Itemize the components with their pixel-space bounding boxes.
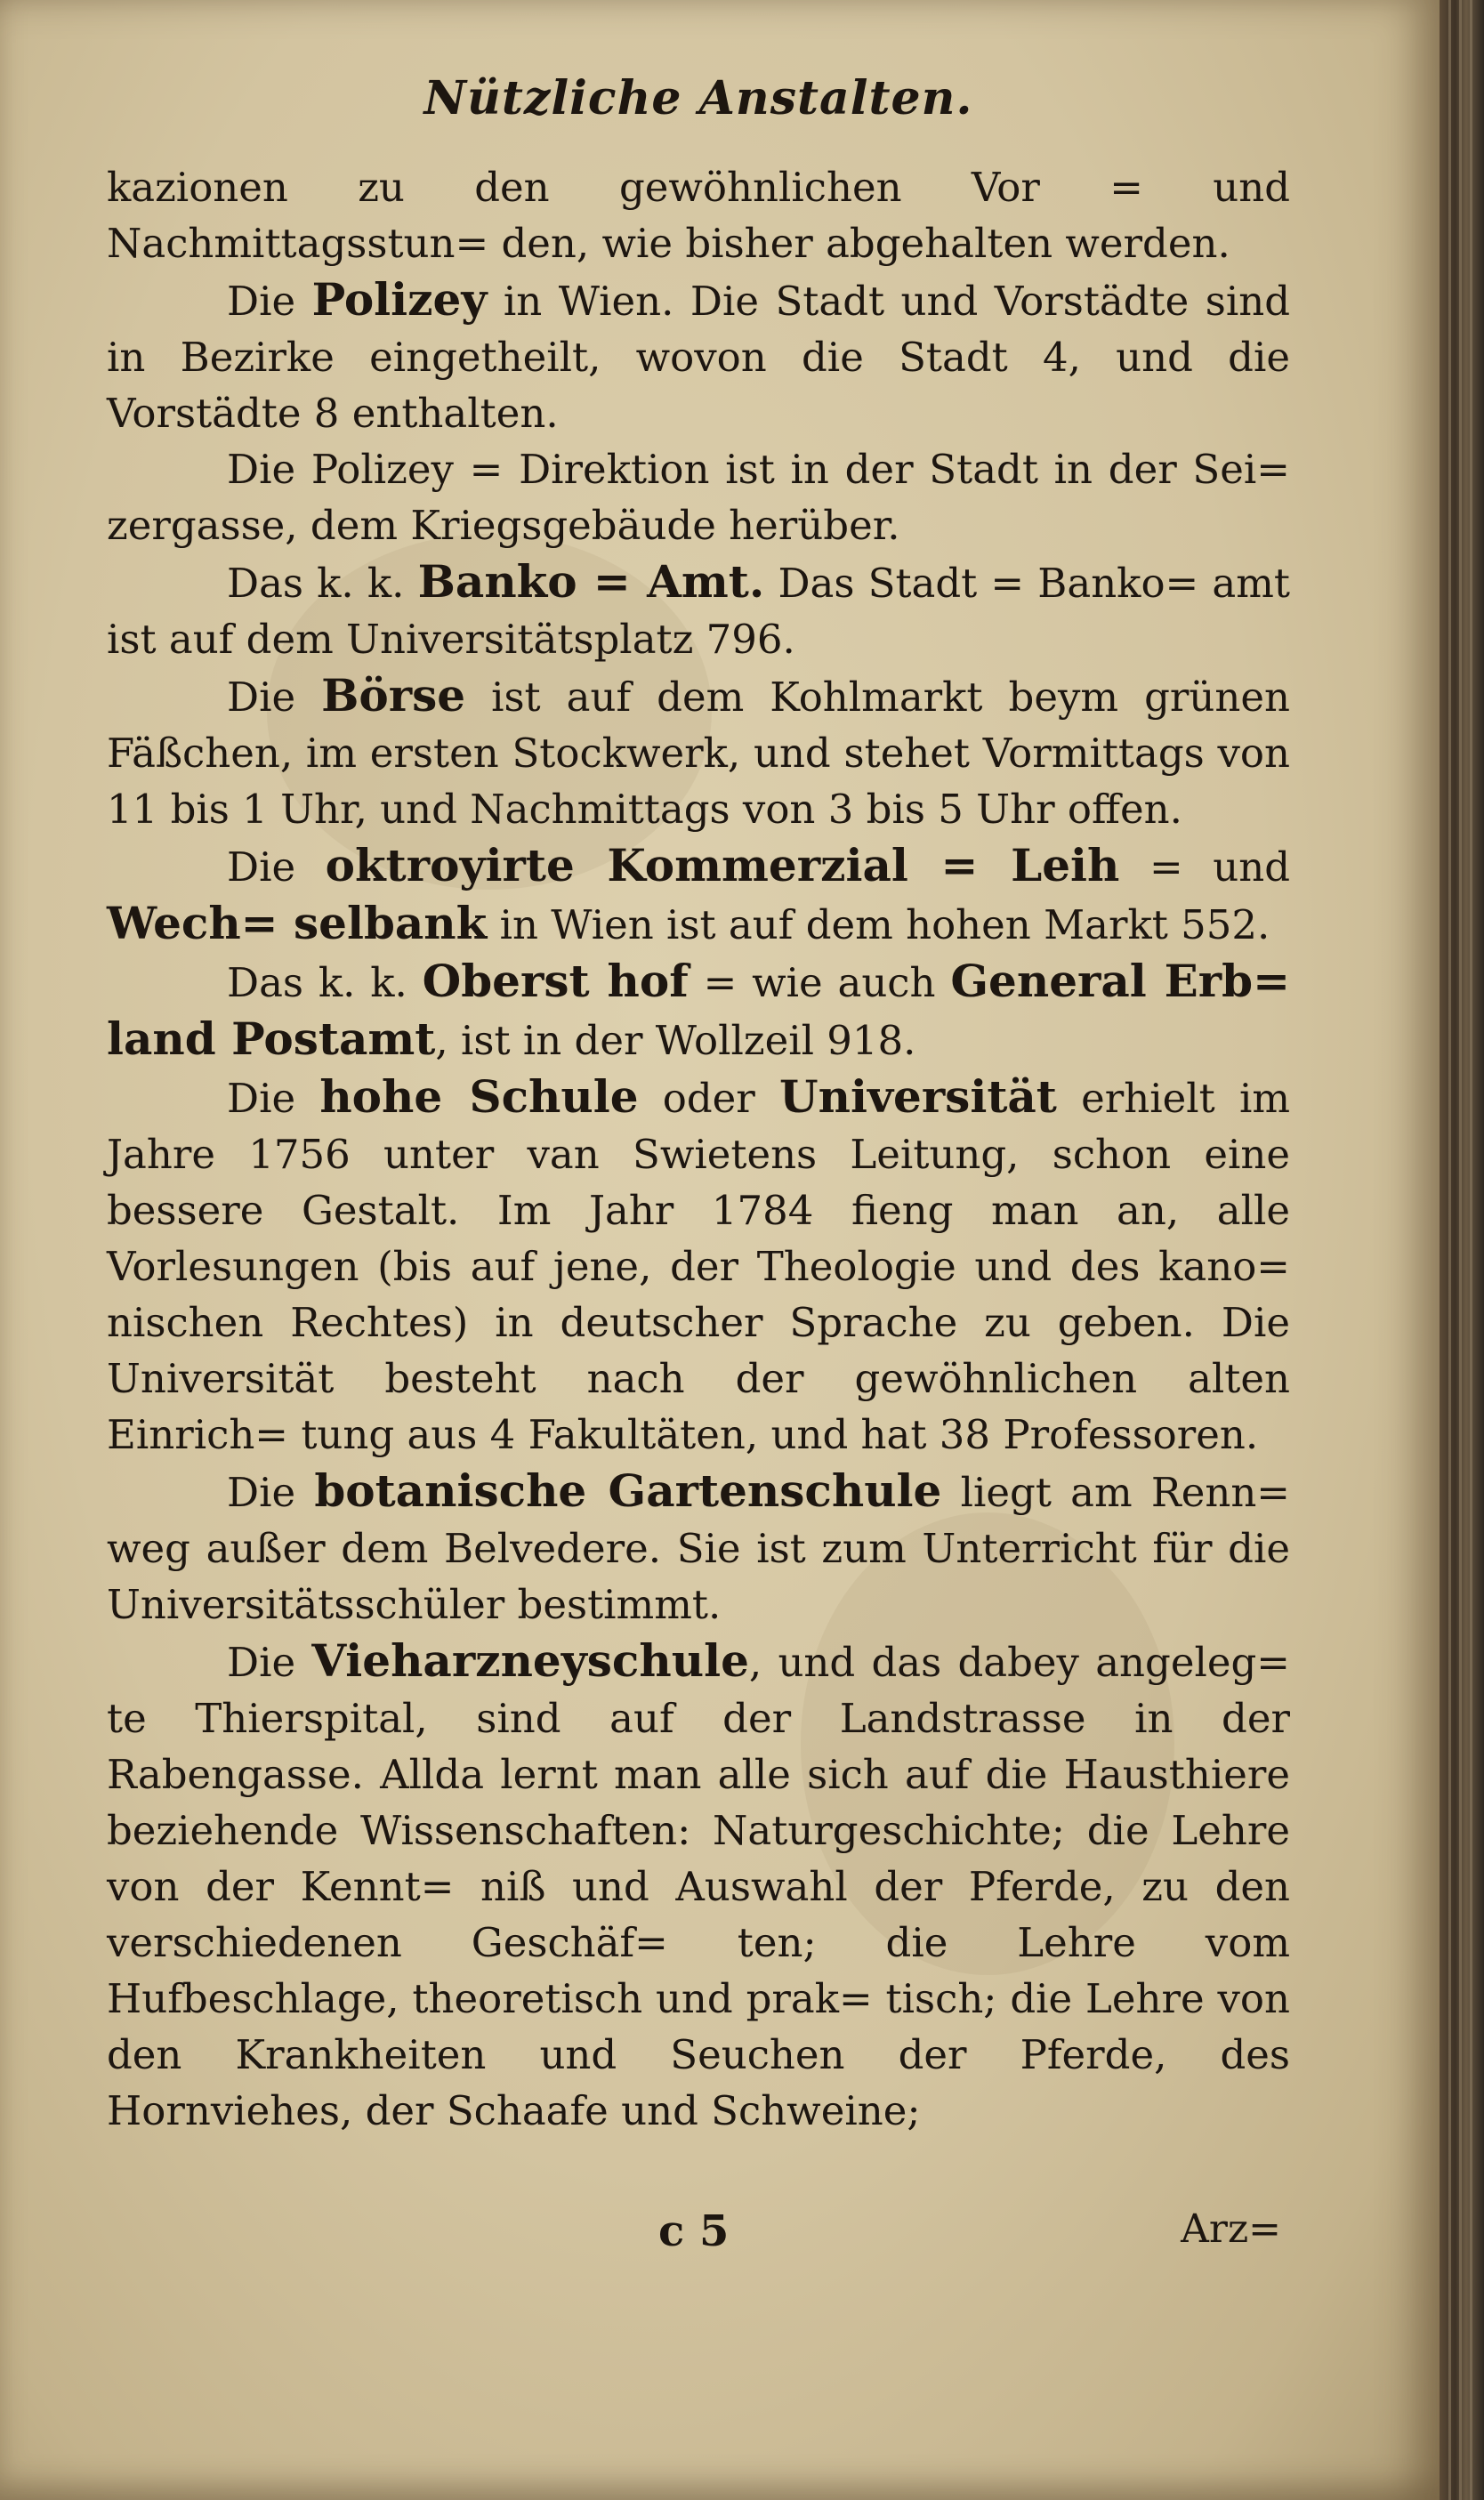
paragraph — [107, 837, 1290, 953]
page-footer — [107, 2206, 1290, 2269]
body-text — [107, 159, 1290, 2139]
text-run: Die — [227, 278, 312, 325]
text-run: Die — [227, 1639, 312, 1686]
paragraph — [107, 1463, 1290, 1633]
text-run: Das k. k. — [227, 959, 423, 1006]
text-run: liegt am Renn= weg außer dem Belvedere. Sie ist zum Unterricht für die Universitätsschüler bestimmt. — [107, 1469, 1291, 1628]
paragraph — [107, 953, 1290, 1069]
text-run: erhielt im Jahre 1756 unter van Swietens Leitung, schon eine bessere Gestalt. Im Jahr 1784 fieng man an, alle Vorlesungen (bis auf jene, der Theologie und des kano= nischen Rechtes) in deutscher Sprache zu geben. Die Universität besteht nach der gewöhnlichen alten Einrich= tung aus 4 Fakultäten, und hat 38 Professoren. — [107, 1075, 1291, 1458]
text-run: in Wien. Die Stadt und Vorstädte sind in Bezirke eingetheilt, wovon die Stadt 4, und die Vorstädte 8 enthalten. — [107, 278, 1291, 437]
text-run: kazionen zu den gewöhnlichen Vor = und Nachmittagsstun= den, wie bisher abgehalten werden. — [107, 164, 1290, 267]
emphasized-term: Wech= selbank — [107, 897, 488, 949]
emphasized-term: Börse — [321, 669, 466, 722]
catchword: Arz= — [1181, 2206, 1281, 2252]
page-content — [107, 71, 1290, 2139]
emphasized-term: General Erb= land Postamt — [107, 955, 1290, 1065]
book-fore-edge — [1440, 0, 1484, 2500]
text-run: ist auf dem Kohlmarkt beym grünen Fäßchen, im ersten Stockwerk, und stehet Vormittags von 11 bis 1 Uhr, und Nachmittags von 3 bis 5 Uhr offen. — [107, 673, 1290, 833]
running-header: Nützliche Anstalten. — [423, 71, 973, 125]
text-run: in Wien ist auf dem hohen Markt 552. — [487, 901, 1270, 948]
text-run: Die — [227, 843, 326, 891]
paragraph — [107, 159, 1290, 271]
emphasized-term: hohe Schule — [319, 1070, 639, 1123]
text-run: Die — [227, 673, 322, 721]
text-run: = und — [1119, 843, 1291, 891]
text-run: oder — [638, 1075, 780, 1122]
paragraph — [107, 1069, 1290, 1463]
emphasized-term: Oberst hof — [422, 955, 689, 1007]
text-run: Die — [227, 1075, 320, 1122]
text-run: Die Polizey = Direktion ist in der Stadt in der Sei= zergasse, dem Kriegsgebäude herüber. — [107, 446, 1290, 549]
emphasized-term: Universität — [779, 1070, 1057, 1123]
emphasized-term: Banko = Amt. — [417, 555, 765, 608]
text-run: Das k. k. — [227, 560, 418, 607]
paragraph — [107, 667, 1290, 837]
page-edge-line — [1448, 0, 1451, 2500]
text-run: = wie auch — [688, 959, 951, 1006]
text-run: Die — [227, 1469, 315, 1516]
emphasized-term: Vieharzneyschule — [311, 1634, 749, 1687]
text-run: , und das dabey angeleg= te Thierspital, sind auf der Landstrasse in der Rabengasse. Allda lernt man alle sich auf die Hausthiere beziehende Wissenschaften: Naturgeschichte; die Lehre von der Kennt= niß und Auswahl der Pferde, zu den verschiedenen Geschäf= ten; die Lehre vom Hufbeschlage, theoretisch und prak= tisch; die Lehre von den Krankheiten und Seuchen der Pferde, des Hornviehes, der Schaafe und Schweine; — [107, 1639, 1290, 2134]
emphasized-term: Polizey — [311, 273, 488, 326]
paragraph — [107, 1633, 1290, 2139]
paragraph — [107, 441, 1290, 553]
page-edge-line — [1470, 0, 1472, 2500]
emphasized-term: botanische Gartenschule — [314, 1464, 942, 1517]
paragraph — [107, 271, 1290, 441]
text-run: Das Stadt = Banko= amt ist auf dem Universitätsplatz 796. — [107, 560, 1290, 663]
page-edge-line — [1459, 0, 1462, 2500]
signature-mark: c 5 — [658, 2206, 730, 2256]
emphasized-term: oktroyirte Kommerzial = Leih — [325, 839, 1120, 891]
text-run: , ist in der Wollzeil 918. — [435, 1017, 916, 1064]
paragraph — [107, 553, 1290, 667]
